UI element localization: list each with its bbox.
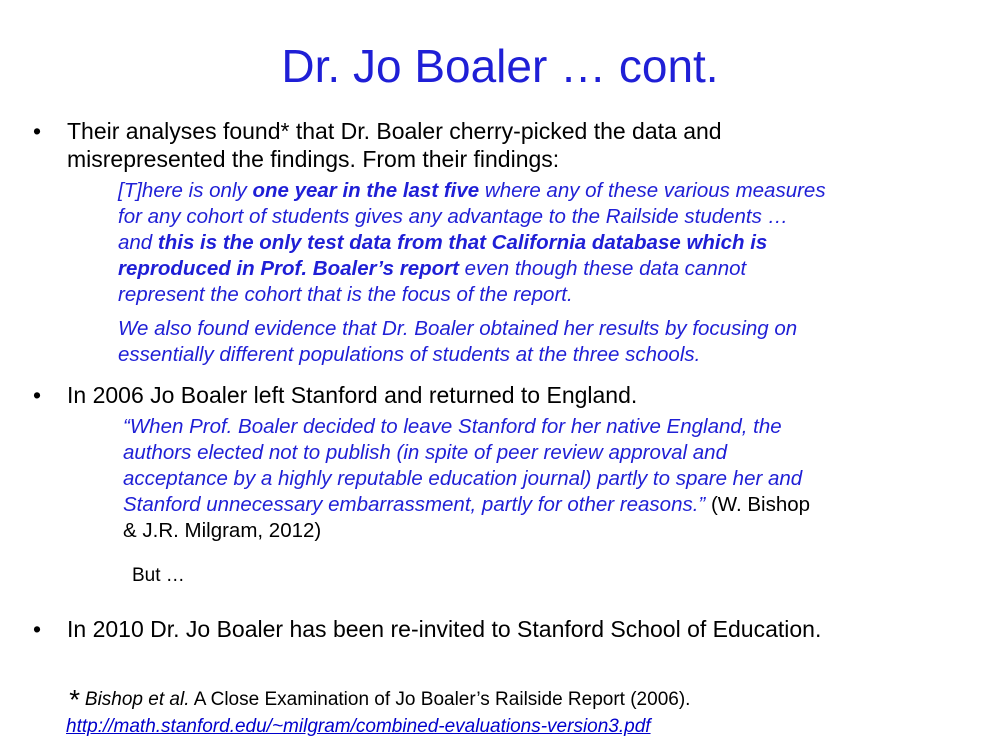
findings-quote	[118, 178, 826, 368]
bullet-dot: •	[33, 616, 42, 642]
quote-text: represent the cohort that is the focus of the report.	[118, 283, 573, 306]
slide-title: Dr. Jo Boaler … cont.	[281, 40, 719, 92]
quote-text: We also found evidence that Dr. Boaler obtained her results by focusing on	[118, 317, 798, 340]
but-text: But …	[132, 565, 185, 586]
source-link[interactable]: http://math.stanford.edu/~milgram/combined-evaluations-version3.pdf	[66, 716, 651, 737]
citation: & J.R. Milgram, 2012)	[123, 519, 322, 542]
footnote-authors: Bishop et al.	[84, 689, 190, 710]
footnote	[68, 684, 690, 716]
quote-emphasis: one year in the last five	[252, 179, 480, 202]
bullet-text	[67, 117, 722, 173]
quote-emphasis: this is the only test data from that California database which is	[157, 231, 768, 254]
quote-emphasis: reproduced in Prof. Boaler’s report	[118, 257, 459, 280]
quote-text: “When Prof. Boaler decided to leave Stanford for her native England, the	[123, 415, 782, 438]
quote-text: [T]here is only	[118, 179, 253, 202]
quote-text: acceptance by a highly reputable education journal) partly to spare her and	[123, 467, 803, 490]
quote-text: where any of these various measures	[479, 179, 826, 202]
bullet-line: Their analyses found* that Dr. Boaler cherry-picked the data and	[67, 118, 722, 144]
quote-text: authors elected not to publish (in spite of peer review approval and	[123, 441, 727, 464]
quote-text: for any cohort of students gives any advantage to the Railside students …	[118, 205, 789, 228]
bullet-line: misrepresented the findings. From their findings:	[67, 146, 560, 172]
bullet-dot: •	[33, 382, 42, 408]
footnote-title: A Close Examination of Jo Boaler’s Railside Report (2006).	[189, 689, 691, 710]
citation: (W. Bishop	[705, 493, 811, 516]
quote-text: Stanford unnecessary embarrassment, partly for other reasons.”	[123, 493, 706, 516]
footnote-asterisk: *	[68, 684, 79, 715]
quote-text: and	[118, 231, 158, 254]
quote-text: even though these data cannot	[458, 257, 747, 280]
quote-text: essentially different populations of students at the three schools.	[118, 343, 701, 366]
bishop-milgram-quote	[123, 414, 810, 544]
bullet-text: In 2006 Jo Boaler left Stanford and returned to England.	[67, 382, 638, 408]
bullet-text: In 2010 Dr. Jo Boaler has been re-invited to Stanford School of Education.	[67, 616, 822, 642]
bullet-dot: •	[33, 118, 42, 144]
